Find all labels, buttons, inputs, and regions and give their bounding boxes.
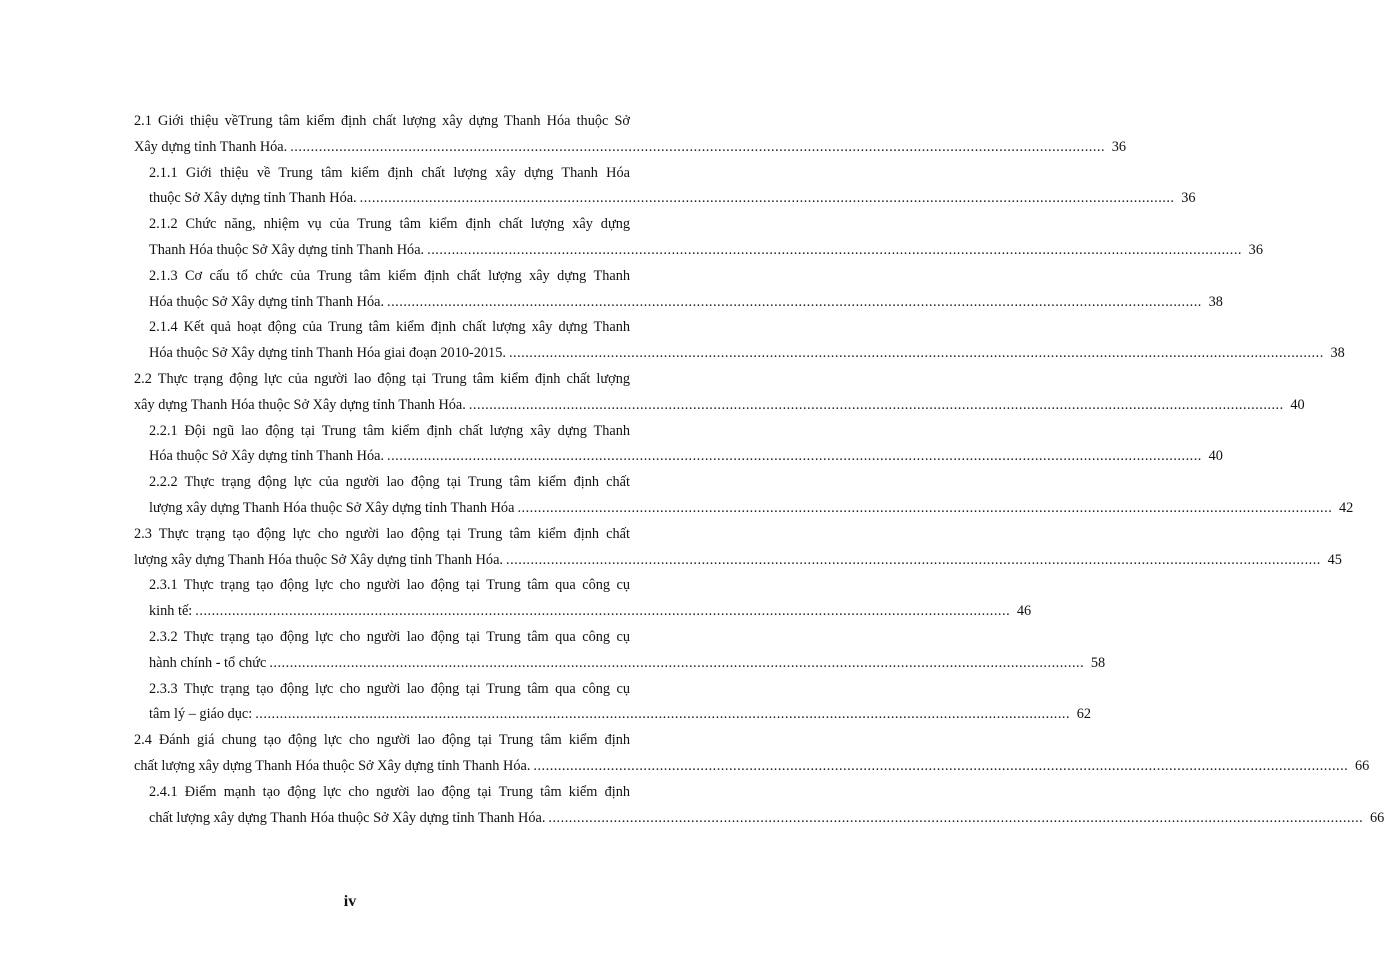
toc-entry-title-continued: tâm lý – giáo dục: xyxy=(149,706,253,723)
dot-leader: ........................................................................................................................................................................................................ xyxy=(269,654,1085,671)
toc-entry-title: 2.1 Giới thiệu vềTrung tâm kiểm định chất lượng xây dựng Thanh Hóa thuộc Sở xyxy=(134,113,630,129)
toc-entry-continuation xyxy=(149,599,1032,625)
toc-page-number: 66 xyxy=(1369,809,1384,826)
page-number-footer: iv xyxy=(343,893,357,910)
toc-entry-title: 2.3.1 Thực trạng tạo động lực cho người lao động tại Trung tâm qua công cụ xyxy=(149,577,630,594)
toc-entry-title: 2.3.2 Thực trạng tạo động lực cho người lao động tại Trung tâm qua công cụ xyxy=(149,628,630,645)
toc-entry-title: 2.4 Đánh giá chung tạo động lực cho người lao động tại Trung tâm kiểm định xyxy=(134,732,630,749)
toc-entry xyxy=(149,780,1384,832)
toc-entry-continuation xyxy=(149,238,1263,264)
toc-entry-continuation xyxy=(149,496,1354,522)
dot-leader: ........................................................................................................................................................................................................ xyxy=(255,706,1071,723)
toc-entry xyxy=(149,677,1092,729)
toc-page-number: 40 xyxy=(1208,448,1223,465)
dot-leader: ........................................................................................................................................................................................................ xyxy=(508,345,1324,362)
toc-entry-title: 2.2 Thực trạng động lực của người lao động tại Trung tâm kiểm định chất lượng xyxy=(134,370,630,387)
toc-entry-title: 2.1.4 Kết quả hoạt động của Trung tâm kiểm định chất lượng xây dựng Thanh xyxy=(149,319,630,336)
toc-entry-title-continued: thuộc Sở Xây dựng tỉnh Thanh Hóa. xyxy=(149,190,357,207)
toc-entry xyxy=(149,625,1106,677)
toc-page-number: 38 xyxy=(1208,293,1223,310)
toc-entry-continuation xyxy=(149,341,1345,367)
toc-entry-title-continued: lượng xây dựng Thanh Hóa thuộc Sở Xây dựng tỉnh Thanh Hóa xyxy=(149,499,515,516)
toc-entry-continuation xyxy=(149,444,1223,470)
toc-entry-title-continued: Hóa thuộc Sở Xây dựng tỉnh Thanh Hóa. xyxy=(149,448,385,465)
toc-entry xyxy=(149,573,1032,625)
toc-entry xyxy=(149,419,1223,471)
dot-leader: ........................................................................................................................................................................................................ xyxy=(548,809,1364,826)
toc-entry xyxy=(134,367,1305,419)
toc-entry-title: 2.1.2 Chức năng, nhiệm vụ của Trung tâm kiểm định chất lượng xây dựng xyxy=(149,216,630,233)
toc-page-number: 58 xyxy=(1090,654,1106,671)
toc-entry-continuation xyxy=(149,290,1223,316)
toc-entry-title-continued: Hóa thuộc Sở Xây dựng tỉnh Thanh Hóa giai đoạn 2010-2015. xyxy=(149,345,506,362)
toc-entry-continuation xyxy=(134,754,1370,780)
toc-entry-title-continued: xây dựng Thanh Hóa thuộc Sở Xây dựng tỉnh Thanh Hóa. xyxy=(134,396,466,413)
toc-entry xyxy=(134,728,1370,780)
toc-entry-continuation xyxy=(149,806,1384,832)
toc-entry-title-continued: Hóa thuộc Sở Xây dựng tỉnh Thanh Hóa. xyxy=(149,293,385,310)
dot-leader: ........................................................................................................................................................................................................ xyxy=(290,138,1106,155)
toc-entry-title: 2.2.2 Thực trạng động lực của người lao động tại Trung tâm kiểm định chất xyxy=(149,474,630,491)
toc-entry-title: 2.1.3 Cơ cấu tổ chức của Trung tâm kiểm định chất lượng xây dựng Thanh xyxy=(149,267,630,284)
toc-entry xyxy=(149,161,1196,213)
dot-leader: ........................................................................................................................................................................................................ xyxy=(195,603,1011,620)
toc-entry-continuation xyxy=(134,548,1342,574)
toc-entry xyxy=(149,264,1223,316)
toc-page-number: 46 xyxy=(1016,603,1032,620)
toc-entry-title-continued: lượng xây dựng Thanh Hóa thuộc Sở Xây dựng tỉnh Thanh Hóa. xyxy=(134,551,504,568)
toc-entry-title-continued: chất lượng xây dựng Thanh Hóa thuộc Sở Xây dựng tỉnh Thanh Hóa. xyxy=(134,757,531,774)
toc-entry xyxy=(149,470,1354,522)
toc-page-number: 36 xyxy=(1181,190,1196,207)
table-of-contents xyxy=(0,109,1384,831)
toc-entry-continuation xyxy=(134,393,1305,419)
toc-page-number: 42 xyxy=(1338,499,1354,516)
toc-page-number: 36 xyxy=(1111,138,1127,155)
toc-page-number: 62 xyxy=(1076,706,1092,723)
dot-leader: ........................................................................................................................................................................................................ xyxy=(427,241,1242,258)
toc-entry-title: 2.3.3 Thực trạng tạo động lực cho người lao động tại Trung tâm qua công cụ xyxy=(149,680,630,697)
dot-leader: ........................................................................................................................................................................................................ xyxy=(506,551,1321,568)
toc-entry-title-continued: Xây dựng tỉnh Thanh Hóa. xyxy=(134,138,288,155)
dot-leader: ........................................................................................................................................................................................................ xyxy=(533,757,1349,774)
toc-entry-title-continued: Thanh Hóa thuộc Sở Xây dựng tỉnh Thanh Hóa. xyxy=(149,241,425,258)
toc-page-number: 66 xyxy=(1354,757,1370,774)
dot-leader: ........................................................................................................................................................................................................ xyxy=(387,448,1202,465)
toc-page-number: 40 xyxy=(1290,396,1305,413)
toc-entry xyxy=(134,522,1342,574)
dot-leader: ........................................................................................................................................................................................................ xyxy=(468,396,1284,413)
toc-entry xyxy=(149,315,1345,367)
toc-page-number: 45 xyxy=(1327,551,1342,568)
toc-entry-continuation xyxy=(149,702,1092,728)
toc-entry-continuation xyxy=(134,135,1127,161)
toc-entry-title: 2.4.1 Điểm mạnh tạo động lực cho người lao động tại Trung tâm kiểm định xyxy=(149,783,630,800)
toc-entry-continuation xyxy=(149,186,1196,212)
toc-entry-title-continued: kinh tế: xyxy=(149,603,193,620)
toc-entry-title-continued: chất lượng xây dựng Thanh Hóa thuộc Sở Xây dựng tỉnh Thanh Hóa. xyxy=(149,809,546,826)
dot-leader: ........................................................................................................................................................................................................ xyxy=(387,293,1202,310)
toc-entry-continuation xyxy=(149,651,1106,677)
toc-entry xyxy=(134,109,1127,161)
toc-entry-title-continued: hành chính - tổ chức xyxy=(149,654,267,671)
toc-entry-title: 2.3 Thực trạng tạo động lực cho người lao động tại Trung tâm kiểm định chất xyxy=(134,525,630,542)
toc-entry-title: 2.1.1 Giới thiệu về Trung tâm kiểm định chất lượng xây dựng Thanh Hóa xyxy=(149,164,630,181)
toc-entry xyxy=(149,212,1263,264)
toc-entry-title: 2.2.1 Đội ngũ lao động tại Trung tâm kiểm định chất lượng xây dựng Thanh xyxy=(149,422,630,439)
dot-leader: ........................................................................................................................................................................................................ xyxy=(359,190,1175,207)
toc-page-number: 36 xyxy=(1248,241,1263,258)
dot-leader: ........................................................................................................................................................................................................ xyxy=(517,499,1333,516)
toc-page-number: 38 xyxy=(1330,345,1345,362)
